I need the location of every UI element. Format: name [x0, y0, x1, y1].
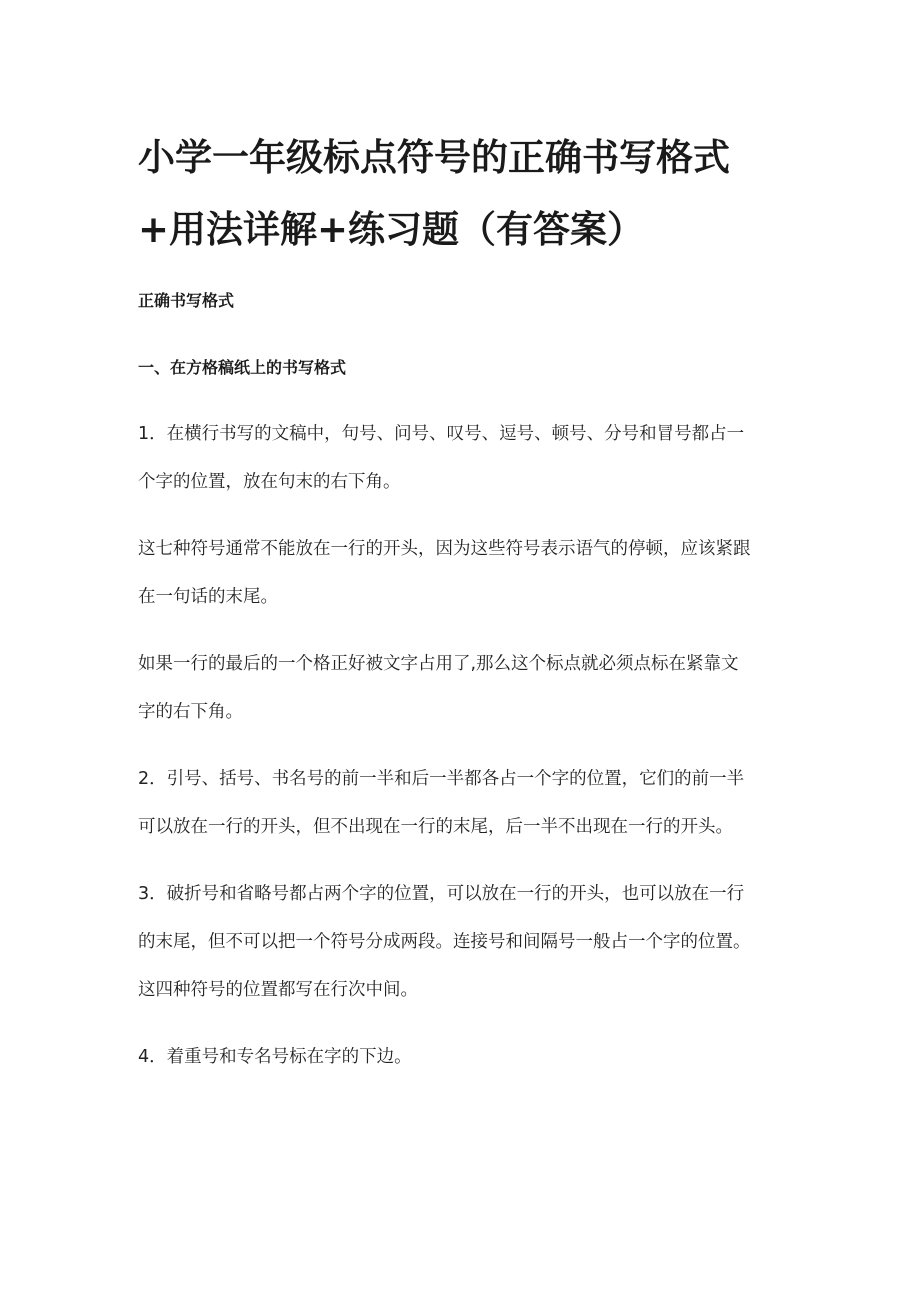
paragraph-line: 个字的位置，放在句末的右下角。 [138, 472, 401, 492]
paragraph-line: 在一句话的末尾。 [138, 587, 278, 607]
paragraph-line: 可以放在一行的开头，但不出现在一行的末尾，后一半不出现在一行的开头。 [138, 817, 733, 837]
paragraph-line: 2．引号、括号、书名号的前一半和后一半都各占一个字的位置，它们的前一半 [138, 769, 745, 789]
subsection-heading: 一、在方格稿纸上的书写格式 [138, 358, 347, 377]
paragraph-item-5 [138, 870, 788, 1014]
paragraph-item-2 [138, 525, 788, 621]
paragraph-item-1 [138, 410, 788, 506]
paragraph-line: 3．破折号和省略号都占两个字的位置，可以放在一行的开头，也可以放在一行 [138, 884, 745, 904]
paragraph-line: 1．在横行书写的文稿中，句号、问号、叹号、逗号、顿号、分号和冒号都占一 [138, 424, 745, 444]
paragraph-line: 这七种符号通常不能放在一行的开头，因为这些符号表示语气的停顿，应该紧跟 [138, 539, 751, 559]
title-line: 小学一年级标点符号的正确书写格式 [138, 136, 730, 179]
document-title [138, 122, 798, 266]
title-line: +用法详解+练习题（有答案） [138, 208, 645, 251]
section-heading: 正确书写格式 [138, 291, 235, 310]
paragraph-item-3 [138, 640, 788, 736]
paragraph-item-4 [138, 755, 788, 851]
paragraph-line: 4．着重号和专名号标在字的下边。 [138, 1047, 412, 1067]
paragraph-line: 的末尾，但不可以把一个符号分成两段。连接号和间隔号一般占一个字的位置。 [138, 932, 751, 952]
paragraph-line: 这四种符号的位置都写在行次中间。 [138, 980, 418, 1000]
paragraph-item-6 [138, 1033, 788, 1081]
paragraph-line: 如果一行的最后的一个格正好被文字占用了,那么这个标点就必须点标在紧靠文 [138, 654, 739, 674]
paragraph-line: 字的右下角。 [138, 702, 243, 722]
